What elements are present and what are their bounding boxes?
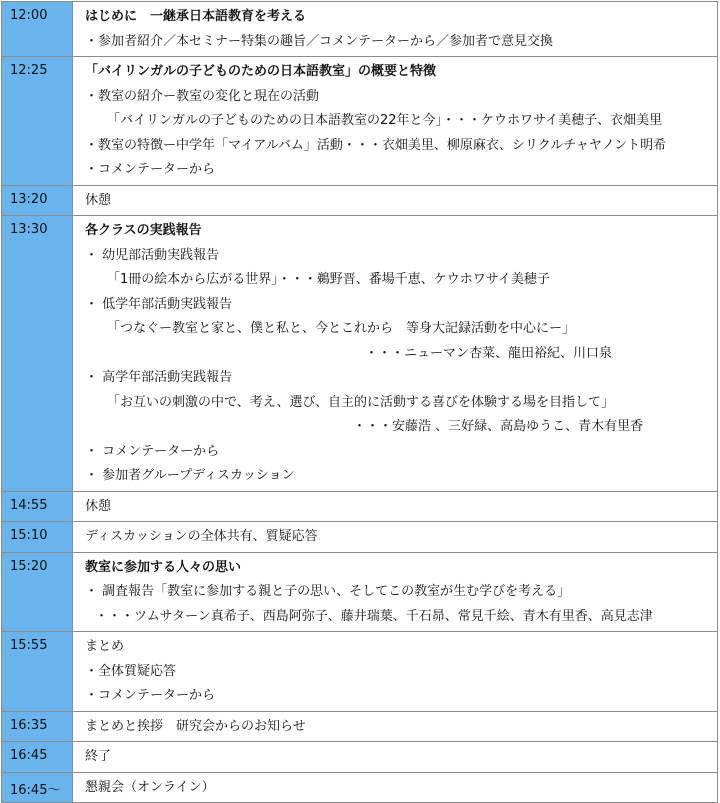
program-line: ・・・ニューマン杏菜、龍田裕紀、川口泉 [365,345,613,361]
content-cell [73,552,718,632]
content-cell [73,185,718,216]
content-cell [73,711,718,742]
time-cell: 12:00 [2,2,73,57]
time-cell: 14:55 [2,491,73,522]
content-cell [73,522,718,553]
content-cell [73,216,718,492]
schedule-row [2,216,718,492]
program-line: 「バイリンガルの子どものための日本語教室の22年と今」・・・ケウホワサイ美穂子、衣畑美里 [107,113,663,128]
section-heading: はじめに 一継承日本語教育を考える [85,9,307,24]
content-cell [73,772,718,803]
program-line: 「お互いの刺激の中で、考え、選び、自主的に活動する喜びを体験する場を目指して」 [107,394,615,410]
program-line: 休憩 [85,192,112,208]
program-line: 「つなぐー教室と家と、僕と私と、今とこれから 等身大記録活動を中心にー」 [107,321,576,336]
time-cell: 15:20 [2,552,73,632]
program-line: 休憩 [85,498,112,514]
content-cell [73,632,718,712]
section-heading: 教室に参加する人々の思い [85,559,242,575]
program-line: ・教室の特徴ー中学年「マイアルバム」活動・・・衣畑美里、柳原麻衣、シリクルチャヤノント明希 [85,137,667,153]
schedule-row [2,711,718,742]
program-line: ・ 低学年部活動実践報告 [85,296,233,312]
program-line: ・教室の紹介ー教室の変化と現在の活動 [85,88,320,104]
program-line: まとめ [85,639,125,654]
time-cell: 15:55 [2,632,73,712]
program-line: ・コメンテーターから [85,688,216,703]
program-line: 「1冊の絵本から広がる世界」・・・鵜野晋、番場千恵、ケウホワサイ美穂子 [107,272,550,287]
content-cell [73,742,718,773]
schedule-row [2,552,718,632]
time-cell: 13:30 [2,216,73,492]
time-cell: 13:20 [2,185,73,216]
schedule-row [2,57,718,186]
content-cell [73,491,718,522]
schedule-row [2,772,718,803]
program-line: 懇親会（オンライン） [85,779,215,795]
program-line: ・ 調査報告「教室に参加する親と子の思い、そしてこの教室が生む学びを考える」 [85,584,571,599]
program-line: ・コメンテーターから [85,162,216,177]
program-line: ・ 高学年部活動実践報告 [85,370,233,385]
content-cell [73,2,718,57]
schedule-row [2,632,718,712]
time-cell: 16:45 [2,742,73,773]
schedule-row [2,742,718,773]
program-line: ・全体質疑応答 [85,663,177,679]
schedule-row [2,185,718,216]
schedule-row [2,522,718,553]
time-cell: 15:10 [2,522,73,553]
schedule-body [2,2,718,803]
program-line: ・ 参加者グループディスカッション [85,468,295,483]
section-heading: 各クラスの実践報告 [85,223,202,238]
content-cell [73,57,718,186]
section-heading: 「バイリンガルの子どものための日本語教室」の概要と特徴 [85,64,437,79]
program-line: まとめと挨拶 研究会からのお知らせ [85,718,306,734]
time-cell: 16:35 [2,711,73,742]
program-line: ・・・ツムサターン真希子、西島阿弥子、藤井瑞葉、千石昴、常見千絵、青木有里香、高見志津 [95,608,653,624]
schedule-table [1,1,718,803]
program-line: ・参加者紹介／本セミナー特集の趣旨／コメンテーターから／参加者で意見交換 [85,33,554,49]
schedule-row [2,2,718,57]
program-line: ・ コメンテーターから [85,443,220,459]
program-line: ・ 幼児部活動実践報告 [85,247,220,263]
time-cell: 12:25 [2,57,73,186]
program-line: 終了 [85,749,112,764]
program-line: ・・・安藤浩 、三好緑、高島ゆうこ、青木有里香 [353,419,644,434]
schedule-row [2,491,718,522]
time-cell: 16:45〜 [2,772,73,803]
program-line: ディスカッションの全体共有、質疑応答 [85,529,318,544]
